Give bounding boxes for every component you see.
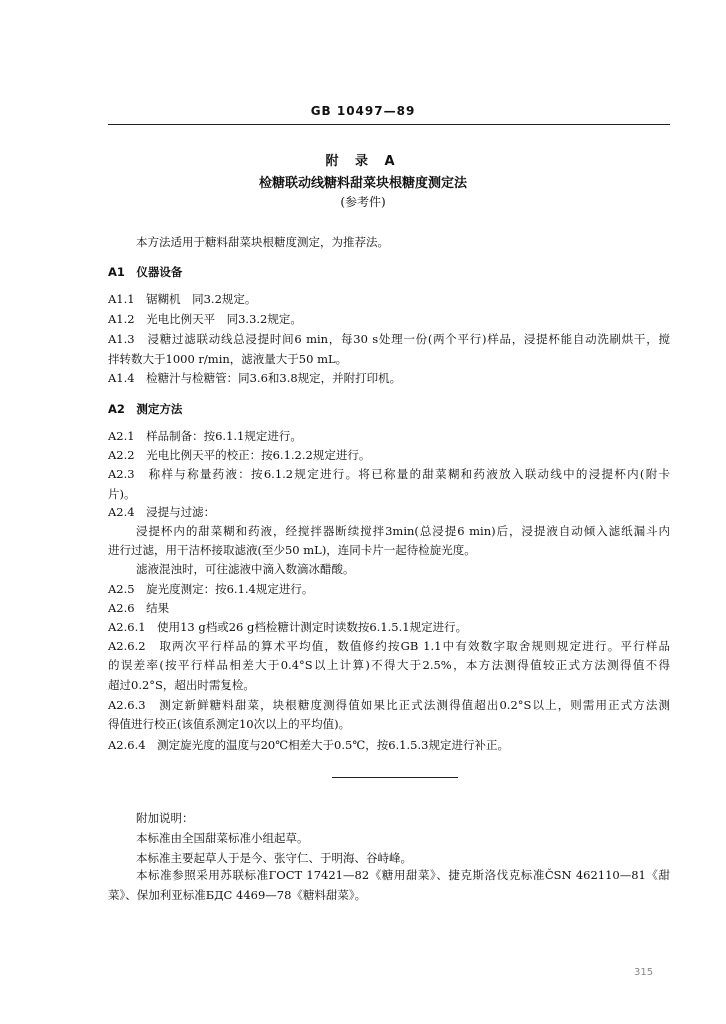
clause-a1-2: A1.2 光电比例天平 同3.3.2规定。: [108, 312, 302, 326]
clause-a1-3-line2: 拌转数大于1000 r/min，滤液量大于50 mL。: [108, 352, 348, 366]
section-a1-heading: A1 仪器设备: [108, 265, 183, 279]
section-a2-heading: A2 测定方法: [108, 402, 183, 416]
clause-a1-4: A1.4 检糖汁与检糖管：同3.6和3.8规定，并附打印机。: [108, 371, 402, 385]
clause-a1-1: A1.1 锯糊机 同3.2规定。: [108, 292, 257, 306]
additional-notes-heading: 附加说明：: [136, 811, 194, 825]
clause-a2-5: A2.5 旋光度测定：按6.1.4规定进行。: [108, 582, 314, 596]
clause-a2-4-para1-line2: 进行过滤，用干洁杯接取滤液(至少50 mL)，连同卡片一起待检旋光度。: [108, 543, 476, 557]
intro-paragraph: 本方法适用于糖料甜菜块根糖度测定，为推荐法。: [136, 235, 389, 249]
clause-a2-1: A2.1 样品制备：按6.1.1规定进行。: [108, 429, 302, 443]
clause-a2-4: A2.4 浸提与过滤：: [108, 505, 216, 519]
clause-a2-6-3-line2: 得值进行校正(该值系测定10次以上的平均值)。: [108, 717, 351, 731]
clause-a2-3-line2: 片)。: [108, 487, 136, 501]
clause-a2-2: A2.2 光电比例天平的校正：按6.1.2.2规定进行。: [108, 448, 371, 462]
clause-a2-6-4: A2.6.4 测定旋光度的温度与20℃相差大于0.5℃，按6.1.5.3规定进行补正。: [108, 738, 509, 752]
clause-a2-6: A2.6 结果: [108, 601, 170, 615]
clause-a2-4-para1-line1: 浸提杯内的甜菜糊和药液，经搅拌器断续搅拌3min(总浸提6 min)后，浸提液自动倾入滤纸漏斗内: [136, 524, 670, 538]
footer-rule: [332, 777, 458, 778]
additional-note-3-line2: 菜》、保加利亚标准БДС 4469—78《糖料甜菜》。: [108, 888, 367, 902]
annex-title: 检糖联动线糖料甜菜块根糖度测定法: [258, 176, 467, 191]
additional-note-3-line1: 本标准参照采用苏联标准ГОСТ 17421—82《糖用甜菜》、捷克斯洛伐克标准ČSN 462110—81《甜: [136, 868, 670, 882]
additional-note-2: 本标准主要起草人于是今、张守仁、于明海、谷峙峰。: [136, 851, 412, 865]
additional-note-1: 本标准由全国甜菜标准小组起草。: [136, 831, 309, 845]
header-rule: [108, 124, 670, 125]
clause-a2-6-3-line1: A2.6.3 测定新鲜糖料甜菜，块根糖度测得值如果比正式法测得值超出0.2°S以上，则需用正式方法测: [108, 698, 670, 712]
page-header: GB 10497—89: [310, 104, 416, 118]
clause-a2-4-para2: 滤液混浊时，可往滤液中滴入数滴冰醋酸。: [136, 562, 355, 576]
page-number: 315: [634, 967, 654, 978]
clause-a2-6-2-line3: 超过0.2°S，超出时需复检。: [108, 678, 255, 692]
annex-note: (参考件): [340, 195, 386, 209]
clause-a2-6-2-line2: 的误差率(按平行样品相差大于0.4°S以上计算)不得大于2.5%，本方法测得值较正式方法测得值不得: [108, 658, 670, 672]
annex-label: 附 录 A: [325, 154, 401, 169]
clause-a2-6-2-line1: A2.6.2 取两次平行样品的算术平均值，数值修约按GB 1.1中有效数字取舍规则规定进行。平行样品: [108, 639, 670, 653]
clause-a2-6-1: A2.6.1 使用13 g档或26 g档检糖计测定时读数按6.1.5.1规定进行。: [108, 620, 468, 634]
clause-a2-3-line1: A2.3 称样与称量药液：按6.1.2规定进行。将已称量的甜菜糊和药液放入联动线中的浸提杯内(附卡: [108, 467, 670, 481]
clause-a1-3-line1: A1.3 浸糖过滤联动线总浸提时间6 min，每30 s处理一份(两个平行)样品，浸提杯能自动洗刷烘干，搅: [108, 332, 670, 346]
